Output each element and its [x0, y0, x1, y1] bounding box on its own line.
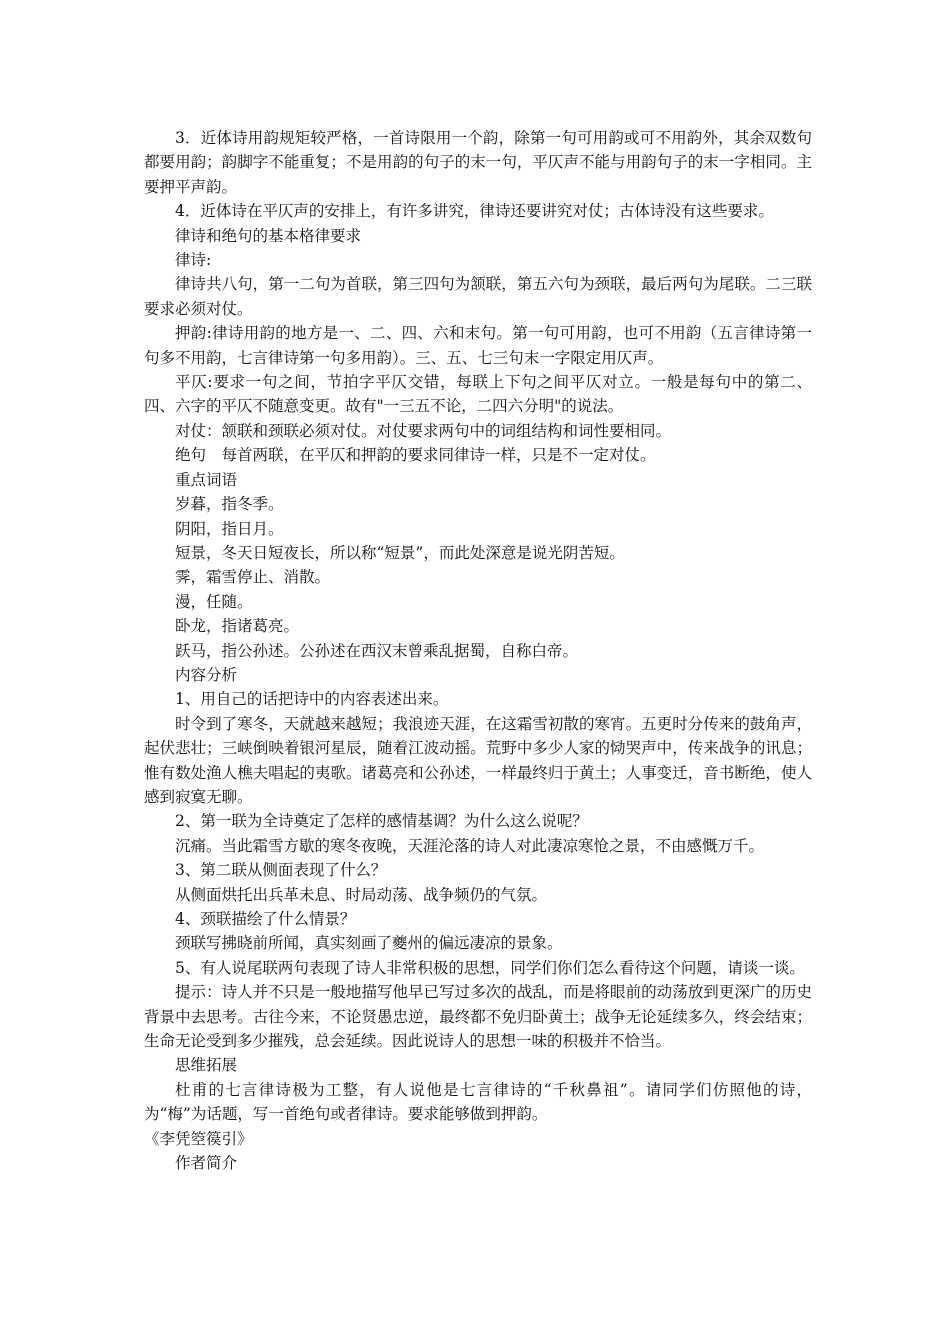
keyword-item: 跃马，指公孙述。公孙述在西汉末曾乘乱据蜀，自称白帝。: [175, 641, 579, 660]
section-heading-author: 作者简介: [175, 1154, 238, 1173]
paragraph-extension-task: 杜甫的七言律诗极为工整，有人说他是七言律诗的“千秋鼻祖”。请同学们仿照他的诗，为“梅”为话题，写一首绝句或者律诗。要求能够做到押韵。: [144, 1080, 812, 1124]
question-4: 4、颈联描绘了什么情景？: [175, 910, 356, 928]
answer-4: 颈联写拂晓前所闻，真实刻画了夔州的偏远凄凉的景象。: [175, 934, 563, 953]
question-1: 1、用自己的话把诗中的内容表述出来。: [175, 690, 449, 709]
answer-1: 时令到了寒冬，天就越来越短；我浪迹天涯，在这霜雪初散的寒宵。五更时分传来的鼓角声，起伏悲壮；三峡倒映着银河星辰，随着江波动摇。荒野中多少人家的恸哭声中，传来战争的讯息；惟有数处渔人樵夫唱起的夷歌。诸葛亮和公孙述，一样最终归于黄土；人事变迁，音书断绝，使人感到寂寞无聊。: [144, 714, 812, 806]
question-2: 2、第一联为全诗奠定了怎样的感情基调？为什么这么说呢？: [175, 812, 588, 831]
paragraph-tonal-rules: 4．近体诗在平仄声的安排上，有许多讲究，律诗还要讲究对仗；古体诗没有这些要求。: [175, 202, 774, 221]
keyword-item: 岁暮，指冬季。: [175, 495, 284, 514]
keyword-item: 漫，任随。: [175, 592, 253, 611]
keyword-item: 阴阳，指日月。: [175, 519, 284, 538]
keyword-item: 卧龙，指诸葛亮。: [175, 617, 300, 636]
document-body: [144, 126, 812, 1175]
paragraph-rhyme-rules: 3．近体诗用韵规矩较严格，一首诗限用一个韵，除第一句可用韵或可不用韵外，其余双数句都要用韵；韵脚字不能重复；不是用韵的句子的末一句，平仄声不能与用韵句子的末一字相同。主要押平声韵。: [144, 129, 812, 196]
paragraph-pingze: 平仄:要求一句之间，节拍字平仄交错，每联上下句之间平仄对立。一般是每句中的第二、四、六字的平仄不随意变更。故有"一三五不论，二四六分明"的说法。: [144, 373, 812, 416]
answer-3: 从侧面烘托出兵革未息、时局动荡、战争频仍的气氛。: [175, 885, 548, 904]
subheading-lushi: 律诗:: [175, 251, 212, 270]
paragraph-jueju: 绝句 每首两联，在平仄和押韵的要求同律诗一样，只是不一定对仗。: [175, 446, 656, 465]
section-heading-meter: 律诗和绝句的基本格律要求: [175, 226, 362, 245]
keyword-item: 霁，霜雪停止、消散。: [175, 568, 331, 587]
question-3: 3、第二联从侧面表现了什么？: [175, 861, 387, 880]
answer-5-hint: 提示：诗人并不只是一般地描写他早已写过多次的战乱，而是将眼前的动荡放到更深广的历史背景中去思考。古往今来，不论贤愚忠逆，最终都不免归卧黄土；战争无论延续多久，终会结束；生命无论受到多少摧残，总会延续。因此说诗人的思想一味的积极并不恰当。: [144, 983, 812, 1051]
paragraph-rhyme: 押韵:律诗用韵的地方是一、二、四、六和末句。第一句可用韵，也可不用韵（五言律诗第一句多不用韵，七言律诗第一句多用韵）。三、五、七三句末一字限定用仄声。: [144, 324, 812, 367]
poem-title: 《李凭箜篌引》: [144, 1129, 253, 1148]
keyword-item: 短景，冬天日短夜长，所以称“短景”，而此处深意是说光阴苦短。: [175, 543, 625, 562]
paragraph-lushi-structure: 律诗共八句，第一二句为首联，第三四句为颔联，第五六句为颈联，最后两句为尾联。二三联要求必须对仗。: [144, 275, 812, 318]
section-heading-content-analysis: 内容分析: [175, 665, 238, 684]
question-5: 5、有人说尾联两句表现了诗人非常积极的思想，同学们你们怎么看待这个问题，请谈一谈。: [175, 958, 805, 977]
paragraph-duizhang: 对仗：颔联和颈联必须对仗。对仗要求两句中的词组结构和词性要相同。: [175, 421, 672, 440]
answer-2: 沉痛。当此霜雪方歇的寒冬夜晚，天涯沦落的诗人对此凄凉寒怆之景，不由感慨万千。: [175, 836, 765, 855]
section-heading-keywords: 重点词语: [175, 470, 238, 489]
section-heading-extension: 思维拓展: [175, 1056, 238, 1075]
